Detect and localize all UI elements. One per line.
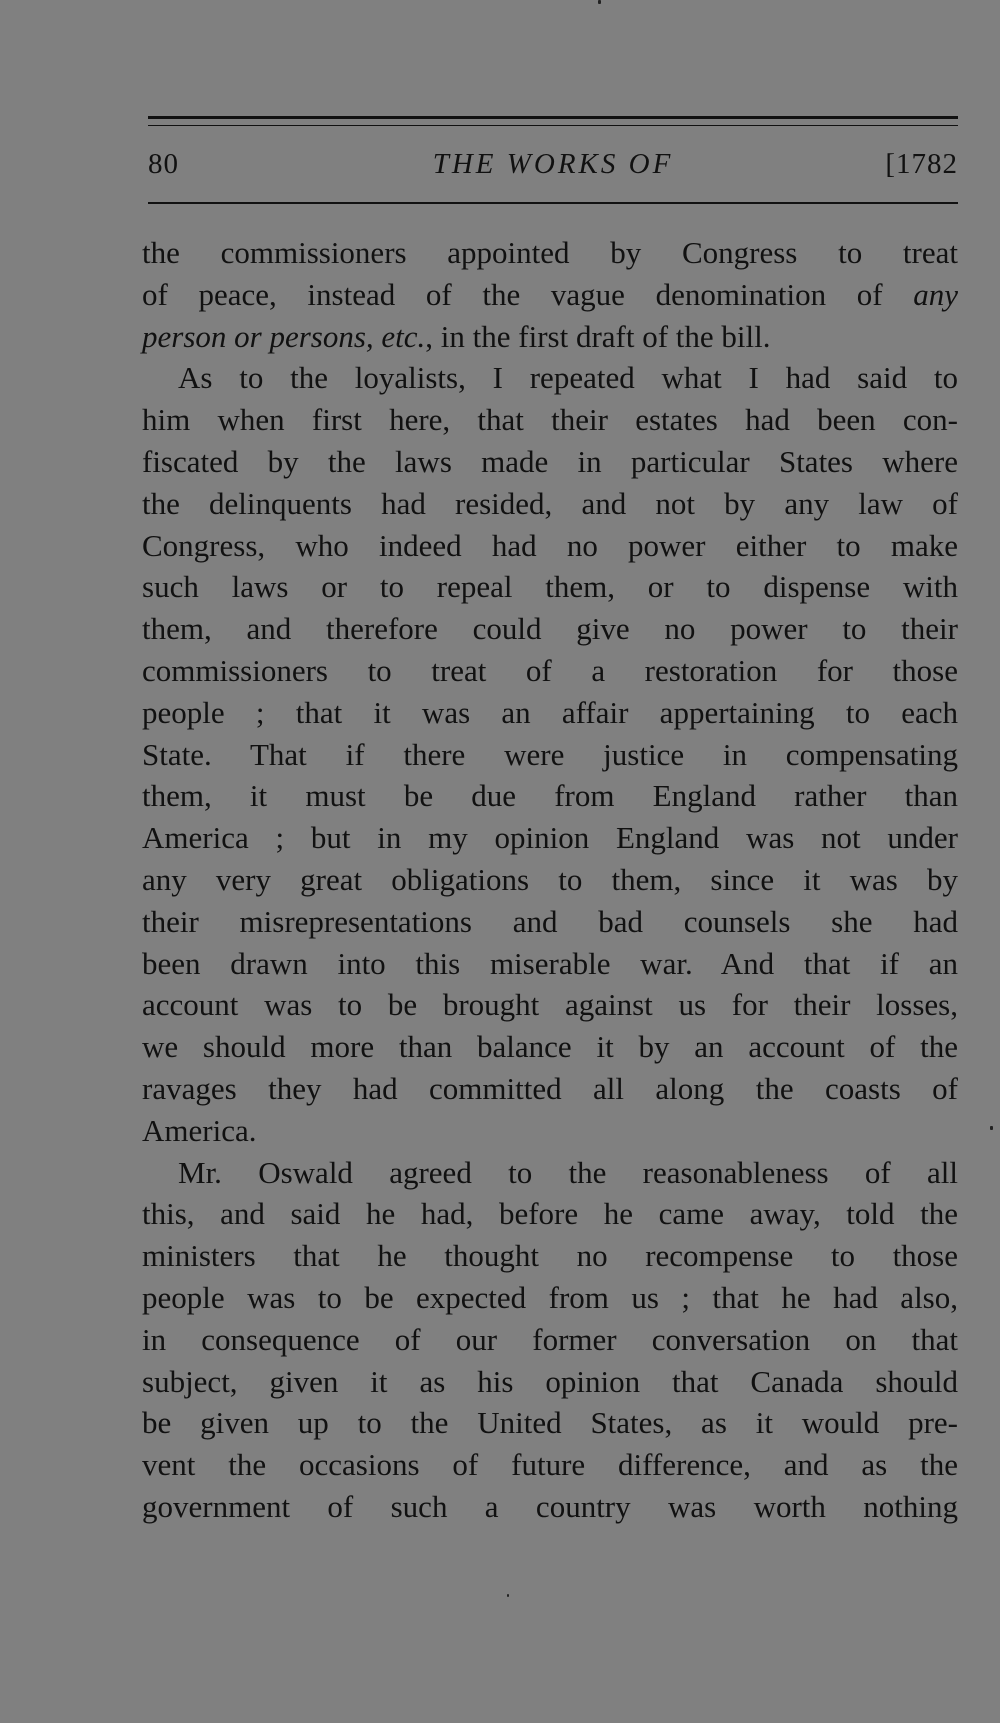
text-line: we should more than balance it by an account of the: [142, 1029, 958, 1065]
text-line: [142, 274, 958, 316]
text-line: them, and therefore could give no power to their: [142, 611, 958, 647]
running-title: THE WORKS OF: [432, 148, 674, 180]
text-line: people was to be expected from us ; that he had also,: [142, 1279, 958, 1315]
paragraph-last-line: America.: [142, 1112, 257, 1148]
text-line: be given up to the United States, as it would pre-: [142, 1405, 958, 1441]
text-line: in consequence of our former conversation on that: [142, 1321, 958, 1357]
body-text: [142, 232, 958, 1528]
head-rule: [148, 202, 958, 204]
text-line: subject, given it as his opinion that Canada should: [142, 1363, 958, 1399]
text-line: State. That if there were justice in compensating: [142, 736, 958, 772]
paragraph-first-line: Mr. Oswald agreed to the reasonableness of all: [178, 1154, 958, 1190]
text-line: them, it must be due from England rather than: [142, 778, 958, 814]
text-run: of peace, instead of the vague denomination of: [142, 276, 883, 312]
top-rule-thin: [148, 125, 958, 126]
running-year: [1782: [885, 148, 958, 180]
text-line: [142, 316, 958, 358]
text-line: such laws or to repeal them, or to dispense with: [142, 569, 958, 605]
text-line: America ; but in my opinion England was not under: [142, 820, 958, 856]
text-line: him when first here, that their estates had been con-: [142, 402, 958, 438]
top-rule: [148, 116, 958, 119]
text-line: government of such a country was worth nothing: [142, 1488, 958, 1524]
text-line: the commissioners appointed by Congress to treat: [142, 235, 958, 270]
print-speck: [990, 1126, 993, 1130]
text-line: account was to be brought against us for their losses,: [142, 987, 958, 1023]
text-line: vent the occasions of future difference, and as the: [142, 1447, 958, 1483]
text-line: any very great obligations to them, since it was by: [142, 861, 958, 897]
text-line: their misrepresentations and bad counsels she had: [142, 903, 958, 939]
running-head: [148, 148, 958, 188]
print-speck: [598, 0, 601, 4]
print-speck: [507, 1594, 509, 1597]
text-line: Congress, who indeed had no power either to make: [142, 527, 958, 563]
italic-text: any: [913, 276, 958, 312]
text-line: ravages they had committed all along the coasts of: [142, 1070, 958, 1106]
page-number: 80: [148, 148, 179, 180]
text-line: commissioners to treat of a restoration for those: [142, 652, 958, 688]
paragraph-first-line: As to the loyalists, I repeated what I had said to: [178, 360, 958, 396]
text-line: been drawn into this miserable war. And that if an: [142, 945, 958, 981]
text-line: fiscated by the laws made in particular States where: [142, 443, 958, 479]
text-line: this, and said he had, before he came away, told the: [142, 1196, 958, 1232]
text-line: ministers that he thought no recompense to those: [142, 1238, 958, 1274]
text-line: the delinquents had resided, and not by any law of: [142, 485, 958, 521]
text-line: people ; that it was an affair appertaining to each: [142, 694, 958, 730]
text-run: , in the first draft of the bill.: [425, 318, 771, 354]
italic-text: person or persons, etc.: [142, 318, 426, 354]
